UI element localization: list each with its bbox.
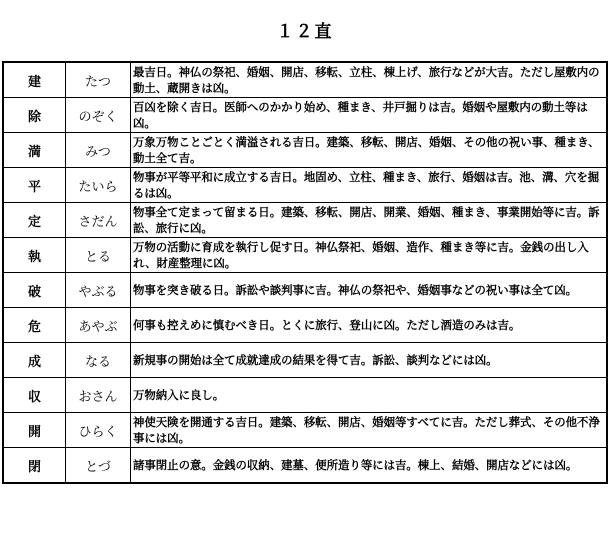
- row-kanji: 成: [3, 343, 66, 378]
- table-row: [3, 168, 607, 203]
- row-description: 万物の活動に育成を執行し促す日。神仏祭祀、婚姻、造作、種まき等に吉。金銭の出し入れ、財産整理に凶。: [131, 238, 608, 273]
- row-reading: とる: [66, 238, 131, 273]
- row-kanji: 平: [3, 168, 66, 203]
- row-kanji: 満: [3, 133, 66, 168]
- table-row: [3, 413, 607, 448]
- row-kanji: 建: [3, 62, 66, 98]
- table-row: [3, 273, 607, 308]
- row-description: 新規事の開始は全て成就達成の結果を得て吉。訴訟、談判などには凶。: [131, 343, 608, 378]
- table-row: [3, 133, 607, 168]
- row-kanji: 収: [3, 378, 66, 413]
- row-kanji: 危: [3, 308, 66, 343]
- table-row: [3, 308, 607, 343]
- row-kanji: 破: [3, 273, 66, 308]
- table-row: [3, 98, 607, 133]
- row-reading: ひらく: [66, 413, 131, 448]
- row-description: 神使天険を開通する吉日。建築、移転、開店、婚姻等すべてに吉。ただし葬式、その他不浄事には凶。: [131, 413, 608, 448]
- row-description: 物事全て定まって留まる日。建築、移転、開店、開業、婚姻、種まき、事業開始等に吉。訴訟、旅行に凶。: [131, 203, 608, 238]
- row-reading: なる: [66, 343, 131, 378]
- juni-choku-table: [2, 61, 608, 484]
- row-reading: みつ: [66, 133, 131, 168]
- row-kanji: 除: [3, 98, 66, 133]
- row-description: 何事も控えめに慎むべき日。とくに旅行、登山に凶。ただし酒造のみは吉。: [131, 308, 608, 343]
- row-description: 万物納入に良し。: [131, 378, 608, 413]
- row-kanji: 定: [3, 203, 66, 238]
- table-row: [3, 238, 607, 273]
- table-row: [3, 343, 607, 378]
- row-reading: さだん: [66, 203, 131, 238]
- page-title: １２直: [276, 22, 334, 42]
- row-reading: とづ: [66, 448, 131, 484]
- row-description: 万象万物ことごとく満溢される吉日。建築、移転、開店、婚姻、その他の祝い事、種まき、動土全て吉。: [131, 133, 608, 168]
- table-row: [3, 378, 607, 413]
- row-reading: たつ: [66, 62, 131, 98]
- row-description: 諸事閉止の意。金銭の収納、建墓、便所造り等には吉。棟上、結婚、開店などには凶。: [131, 448, 608, 484]
- table-row: [3, 448, 607, 484]
- table-row: [3, 62, 607, 98]
- row-kanji: 閉: [3, 448, 66, 484]
- table-row: [3, 203, 607, 238]
- row-reading: おさん: [66, 378, 131, 413]
- row-description: 百凶を除く吉日。医師へのかかり始め、種まき、井戸掘りは吉。婚姻や屋敷内の動土等は凶。: [131, 98, 608, 133]
- row-kanji: 執: [3, 238, 66, 273]
- row-description: 物事が平等平和に成立する吉日。地固め、立柱、種まき、旅行、婚姻は吉。池、溝、穴を掘るは凶。: [131, 168, 608, 203]
- row-reading: あやぶ: [66, 308, 131, 343]
- row-description: 物事を突き破る日。訴訟や談判事に吉。神仏の祭祀や、婚姻事などの祝い事は全て凶。: [131, 273, 608, 308]
- row-reading: のぞく: [66, 98, 131, 133]
- row-description: 最吉日。神仏の祭祀、婚姻、開店、移転、立柱、棟上げ、旅行などが大吉。ただし屋敷内の動土、蔵開きは凶。: [131, 62, 608, 98]
- row-reading: やぶる: [66, 273, 131, 308]
- row-reading: たいら: [66, 168, 131, 203]
- row-kanji: 開: [3, 413, 66, 448]
